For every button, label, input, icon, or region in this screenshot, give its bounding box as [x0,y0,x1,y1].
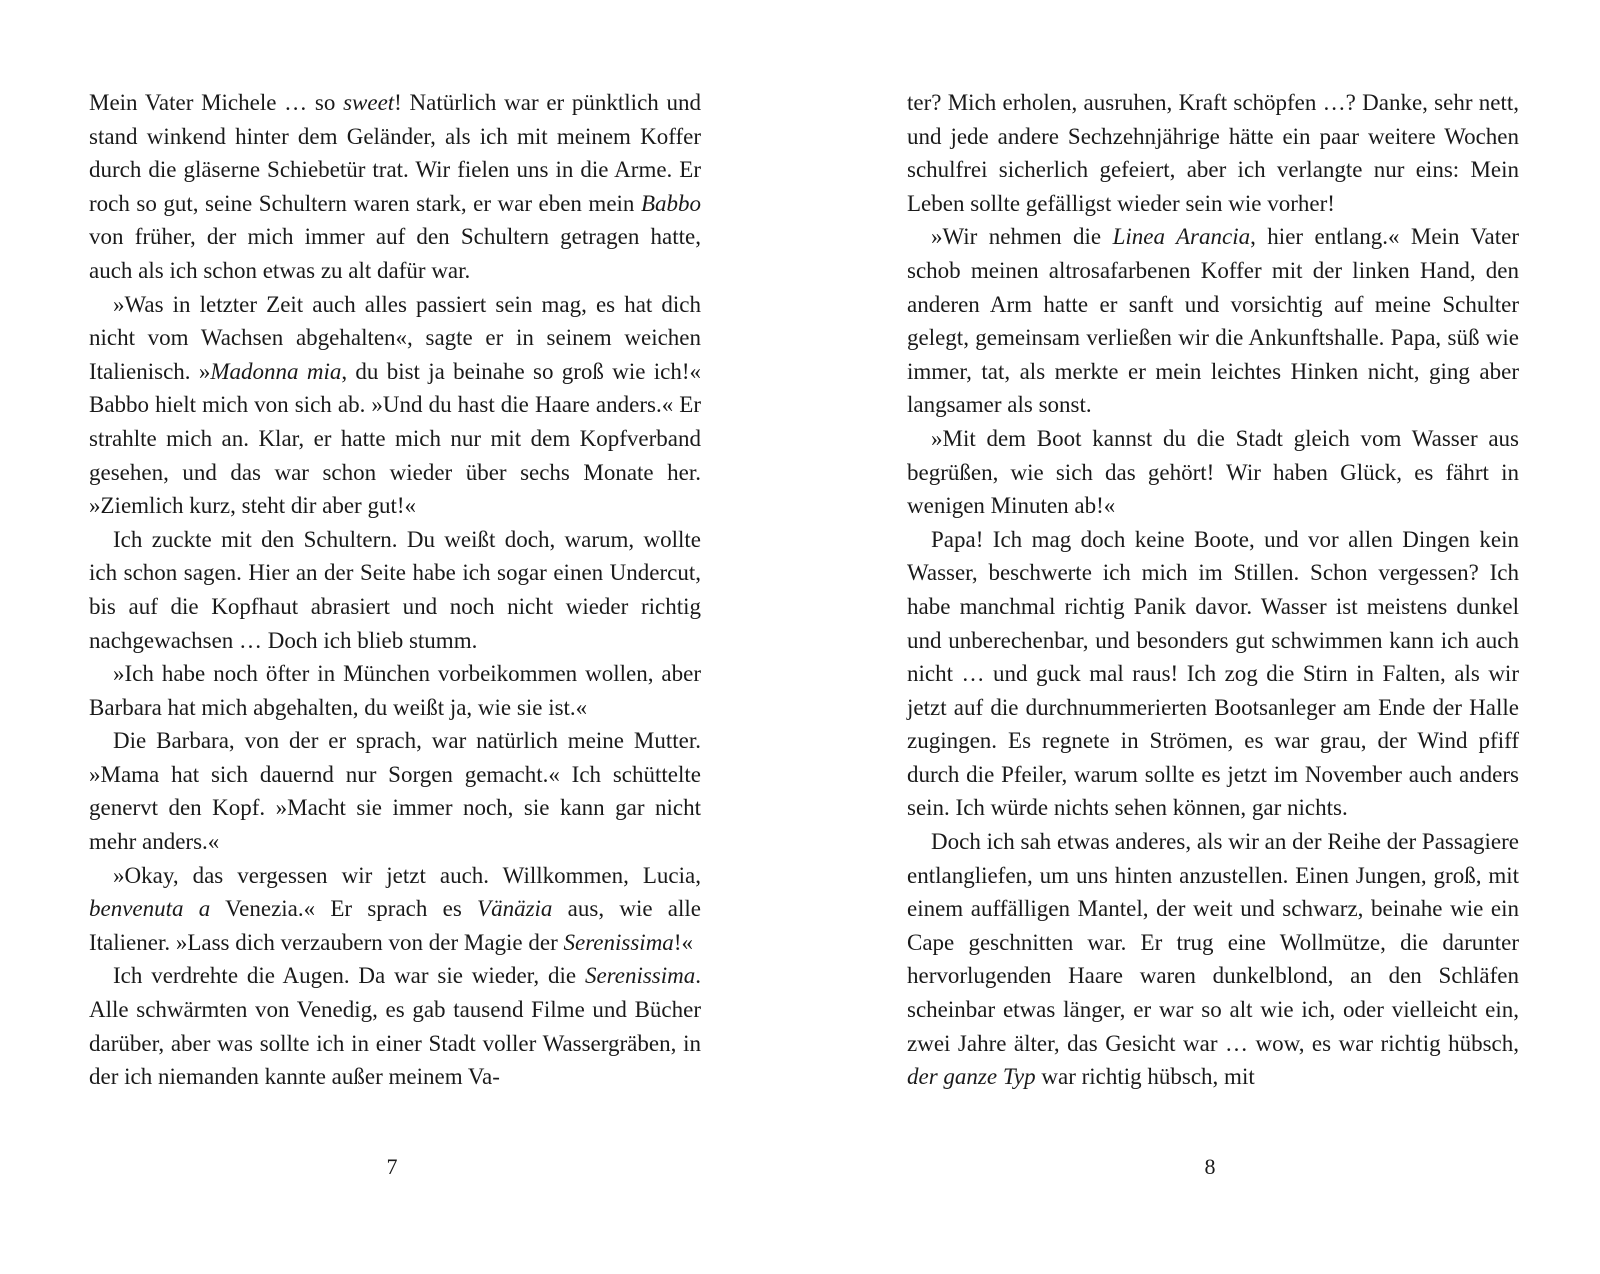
italic-text: Serenissima [563,929,674,955]
text-run: , hier entlang.« Mein Vater schob meinen altrosafarbenen Koffer mit der linken Hand, den anderen Arm hatte er sanft und vorsichtig auf meine Schulter gelegt, gemeinsam verließen wir die Ankunftshalle. Papa, süß wie immer, tat, als merkte er mein leichtes Hinken nicht, ging aber langsamer als sonst. [907,224,1519,418]
left-page-text [89,86,701,1094]
text-run: !« [673,929,693,955]
italic-text: Madonna mia [210,358,342,384]
text-run: Doch ich sah etwas anderes, als wir an der Reihe der Passagiere entlangliefen, um uns hinten anzustellen. Einen Jungen, groß, mit einem auffälligen Mantel, der weit und schwarz, beinahe wie ein Cape geschnitten war. Er trug eine Wollmütze, die darunter hervorlugenden Haare waren dunkelblond, an den Schläfen scheinbar etwas länger, er war so alt wie ich, oder vielleicht ein, zwei Jahre älter, das Gesicht war … wow, es war richtig hübsch, [907,829,1519,1056]
text-run: von früher, der mich immer auf den Schultern getragen hatte, auch als ich schon etwas zu alt dafür war. [89,224,701,283]
paragraph [907,86,1519,220]
text-run: ! Natürlich war er pünktlich und stand winkend hinter dem Geländer, als ich mit meinem Koffer durch die gläserne Schiebetür trat. Wir fielen uns in die Arme. Er roch so gut, seine Schultern waren stark, er war eben mein [89,90,701,216]
text-run: »Wir nehmen die [931,224,1113,250]
paragraph [89,657,701,724]
paragraph [89,523,701,657]
paragraph [907,422,1519,523]
paragraph [89,859,701,960]
paragraph [89,724,701,858]
text-run: aus, wie alle Italiener. »Lass dich verzaubern von der Magie der [89,896,701,955]
text-run: Venezia.« Er sprach es [210,896,478,922]
left-page-number: 7 [386,1154,398,1179]
text-run: Die Barbara, von der er sprach, war natürlich meine Mutter. »Mama hat sich dauernd nur Sorgen gemacht.« Ich schüttelte genervt den Kopf. »Macht sie immer noch, sie kann gar nicht mehr anders.« [89,728,701,855]
right-page [907,86,1519,1094]
paragraph [907,523,1519,825]
text-run: Ich zuckte mit den Schultern. Du weißt doch, warum, wollte ich schon sagen. Hier an der Seite habe ich sogar einen Undercut, bis auf die Kopfhaut abrasiert und noch nicht wieder richtig nachgewachsen … Doch ich blieb stumm. [89,526,701,653]
text-run: »Ich habe noch öfter in München vorbeikommen wollen, aber Barbara hat mich abgehalten, du weißt ja, wie sie ist.« [89,661,701,720]
text-run: ter? Mich erholen, ausruhen, Kraft schöpfen …? Danke, sehr nett, und jede andere Sechzehnjährige hätte ein paar weitere Wochen schulfrei sicherlich gefeiert, aber ich verlangte nur eins: Mein Leben sollte gefälligst wieder sein wie vorher! [907,90,1519,216]
right-page-text [907,86,1519,1094]
italic-text: benvenuta a [89,896,211,922]
paragraph [89,86,701,288]
paragraph [907,825,1519,1094]
italic-text: Linea Arancia [1112,224,1251,250]
italic-text: sweet [343,90,395,115]
italic-text: Vänäzia [477,896,553,922]
italic-text: Babbo [640,190,701,216]
text-run: Mein Vater Michele … so [89,90,344,115]
right-page-number: 8 [1204,1154,1216,1179]
text-run: Papa! Ich mag doch keine Boote, und vor allen Dingen kein Wasser, beschwerte ich mich im Stillen. Schon vergessen? Ich habe manchmal richtig Panik davor. Wasser ist meistens dunkel und unberechenbar, und besonders gut schwimmen kann ich auch nicht … und guck mal raus! Ich zog die Stirn in Falten, als wir jetzt auf die durchnummerierten Bootsanleger am Ende der Halle zugingen. Es regnete in Strömen, es war grau, der Wind pfiff durch die Pfeiler, warum sollte es jetzt im November auch anders sein. Ich würde nichts sehen können, gar nichts. [907,526,1519,821]
text-run: Ich verdrehte die Augen. Da war sie wieder, die [113,963,585,989]
text-run: »Was in letzter Zeit auch alles passiert sein mag, es hat dich nicht vom Wachsen abgehalten«, sagte er in seinem weichen Italienisch. » [89,291,701,384]
text-run: , du bist ja beinahe so groß wie ich!« Babbo hielt mich von sich ab. »Und du hast die Haare anders.« Er strahlte mich an. Klar, er hatte mich nur mit dem Kopfverband gesehen, und das war schon wieder über sechs Monate her. »Ziemlich kurz, steht dir aber gut!« [89,358,702,519]
paragraph [89,288,701,523]
italic-text: Serenissima [584,963,696,989]
text-run: »Mit dem Boot kannst du die Stadt gleich vom Wasser aus begrüßen, wie sich das gehört! Wir haben Glück, es fährt in wenigen Minuten ab!« [907,425,1519,519]
italic-text: der ganze Typ [907,1064,1036,1090]
paragraph [89,959,701,1093]
text-run: . Alle schwärmten von Venedig, es gab tausend Filme und Bücher darüber, aber was sollte ich in einer Stadt voller Wassergräben, in der ich niemanden kannte außer meinem Va- [89,963,701,1090]
paragraph [907,220,1519,422]
text-run: »Okay, das vergessen wir jetzt auch. Willkommen, Lucia, [113,862,701,888]
left-page [89,86,701,1094]
text-run: war richtig hübsch, mit [1035,1064,1255,1090]
